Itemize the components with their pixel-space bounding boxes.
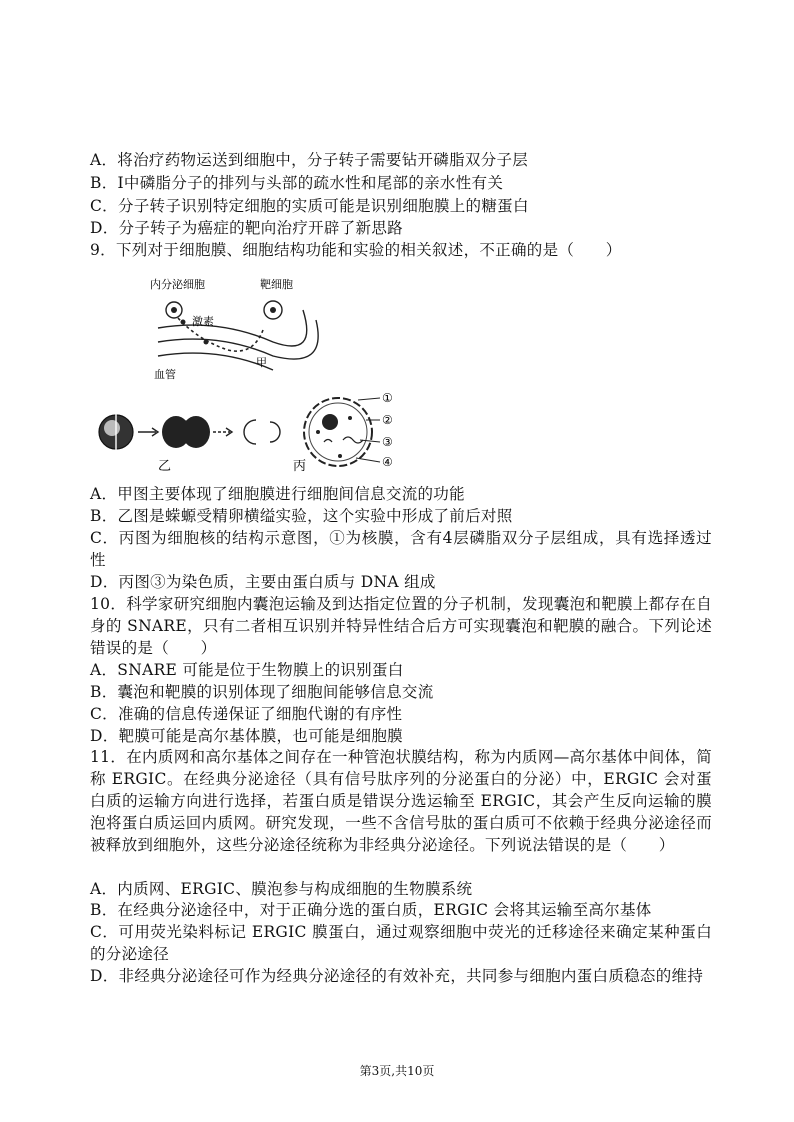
label-endocrine: 内分泌细胞 [150,278,205,291]
label-hormone: 激素 [192,315,214,328]
q8-option-d: D．分子转子为癌症的靶向治疗开辟了新思路 [90,219,403,237]
label-yi: 乙 [158,459,172,474]
q10-option-a: A．SNARE 可能是位于生物膜上的识别蛋白 [90,661,404,679]
q9-option-a: A．甲图主要体现了细胞膜进行细胞间信息交流的功能 [90,485,465,503]
q9-figure [88,270,408,480]
q11-option-c: C．可用荧光染料标记 ERGIC 膜蛋白，通过观察细胞中荧光的迁移途径来确定某种蛋白的分泌途径 [90,923,712,963]
figure-jia [150,277,318,381]
q8-option-a: A．将治疗药物运送到细胞中，分子转子需要钻开磷脂双分子层 [90,151,529,169]
q9-option-c: C．丙图为细胞核的结构示意图，①为核膜，含有4层磷脂双分子层组成，具有选择透过性 [90,529,712,569]
q10-option-c: C．准确的信息传递保证了细胞代谢的有序性 [90,705,403,723]
page-footer: 第3页,共10页 [359,1064,435,1078]
marker-1: ① [382,391,393,405]
q10-stem: 10．科学家研究细胞内囊泡运输及到达指定位置的分子机制，发现囊泡和靶膜上都存在自身的 SNARE，只有二者相互识别并特异性结合后方可实现囊泡和靶膜的融合。下列论述错误的是（ ） [90,595,712,657]
q9-stem: 9．下列对于细胞膜、细胞结构功能和实验的相关叙述，不正确的是（ ） [90,241,622,259]
marker-4: ④ [382,455,393,469]
q11-option-b: B．在经典分泌途径中，对于正确分选的蛋白质，ERGIC 会将其运输至高尔基体 [90,901,652,919]
label-bing: 丙 [293,459,307,474]
figure-yi [99,414,280,474]
q11-stem: 11．在内质网和高尔基体之间存在一种管泡状膜结构，称为内质网—高尔基体中间体，简称 ERGIC。在经典分泌途径（具有信号肽序列的分泌蛋白的分泌）中，ERGIC 会对蛋白质的运输方向进行选择，若蛋白质是错误分选运输至 ERGIC，其会产生反向运输的膜泡将蛋白质运回内质网。研究发现，一些不含信号肽的蛋白质可不依赖于经典分泌途径而被释放到细胞外，这些分泌途径统称为非经典分泌途径。下列说法错误的是（ ） [90,748,712,854]
q8-option-b: B．Ⅰ中磷脂分子的排列与头部的疏水性和尾部的亲水性有关 [90,174,504,192]
figure-bing [293,391,393,474]
label-target: 靶细胞 [260,278,293,291]
label-jia: 甲 [256,356,267,369]
marker-2: ② [382,413,393,427]
label-vessel: 血管 [154,368,176,381]
q9-option-d: D．丙图③为染色质，主要由蛋白质与 DNA 组成 [90,573,436,591]
q9-option-b: B．乙图是蝾螈受精卵横缢实验，这个实验中形成了前后对照 [90,507,513,525]
q8-option-c: C．分子转子识别特定细胞的实质可能是识别细胞膜上的糖蛋白 [90,197,529,215]
q11-option-d: D．非经典分泌途径可作为经典分泌途径的有效补充，共同参与细胞内蛋白质稳态的维持 [90,967,704,985]
q10-option-b: B．囊泡和靶膜的识别体现了细胞间能够信息交流 [90,683,434,701]
q11-option-a: A．内质网、ERGIC、膜泡参与构成细胞的生物膜系统 [90,880,473,898]
q10-option-d: D．靶膜可能是高尔基体膜，也可能是细胞膜 [90,727,403,745]
marker-3: ③ [382,435,393,449]
